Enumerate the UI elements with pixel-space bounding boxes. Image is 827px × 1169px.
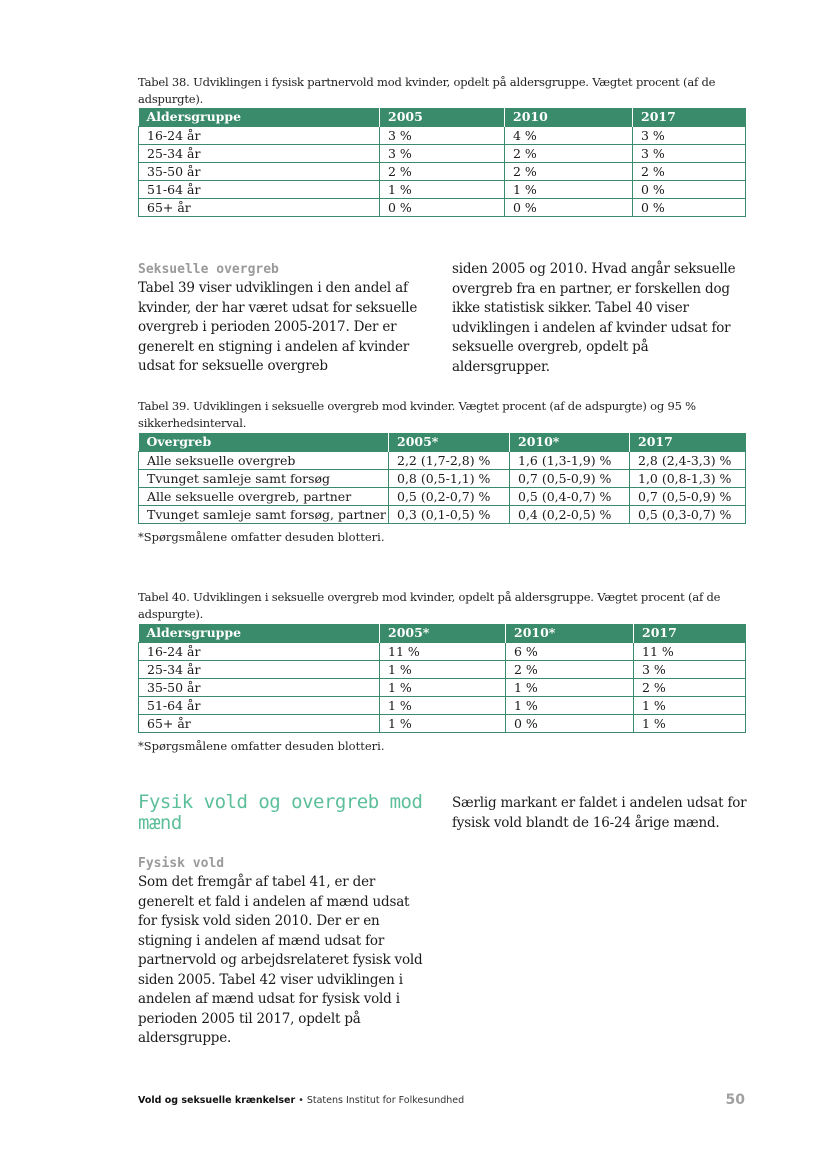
table-row — [139, 452, 746, 470]
table-cell: 1 % — [380, 661, 506, 679]
table-row — [139, 661, 746, 679]
table-cell: 65+ år — [139, 199, 380, 217]
table40-caption: Tabel 40. Udviklingen i seksuelle overgreb mod kvinder, opdelt på aldersgruppe. Vægtet procent (af de adspurgte). — [138, 590, 721, 621]
table-cell: 1 % — [506, 697, 634, 715]
table-row — [139, 145, 746, 163]
table-cell: Tvunget samleje samt forsøg — [139, 470, 389, 488]
table-cell: 1 % — [380, 697, 506, 715]
table38-caption: Tabel 38. Udviklingen i fysisk partnervold mod kvinder, opdelt på aldersgruppe. Vægtet procent (af de adspurgte). — [138, 75, 716, 106]
table-cell: 1 % — [634, 715, 746, 733]
table-cell: 1 % — [380, 181, 505, 199]
table40-header-cell: Aldersgruppe — [139, 624, 380, 643]
table-cell: 0 % — [506, 715, 634, 733]
table-row — [139, 127, 746, 145]
table-cell: 65+ år — [139, 715, 380, 733]
table38-header-cell: Aldersgruppe — [139, 108, 380, 127]
table-cell: 51-64 år — [139, 181, 380, 199]
table-row — [139, 488, 746, 506]
table-cell: 0 % — [505, 199, 633, 217]
table-cell: 1,0 (0,8-1,3) % — [630, 470, 746, 488]
table38-header-cell: 2017 — [633, 108, 746, 127]
table-row — [139, 470, 746, 488]
table-row — [139, 715, 746, 733]
table-cell: 0 % — [633, 181, 746, 199]
table40-header-cell: 2017 — [634, 624, 746, 643]
table40-header-row — [139, 624, 746, 643]
table-cell: 0 % — [380, 199, 505, 217]
table-row — [139, 697, 746, 715]
body-text-col2: Særlig markant er faldet i andelen udsat for fysisk vold blandt de 16-24 årige mænd. — [452, 795, 747, 831]
table-cell: 2,8 (2,4-3,3) % — [630, 452, 746, 470]
table-cell: 4 % — [505, 127, 633, 145]
table-cell: Alle seksuelle overgreb — [139, 452, 389, 470]
table40-note: *Spørgsmålene omfatter desuden blotteri. — [138, 739, 385, 753]
table-row — [139, 506, 746, 524]
table-row — [139, 163, 746, 181]
table38-header-row — [139, 108, 746, 127]
table-cell: 2,2 (1,7-2,8) % — [389, 452, 510, 470]
table-cell: 35-50 år — [139, 679, 380, 697]
table39-header-cell: 2017 — [630, 433, 746, 452]
table-cell: 1 % — [634, 697, 746, 715]
table-cell: 0 % — [633, 199, 746, 217]
body-text-col1: Tabel 39 viser udviklingen i den andel af kvinder, der har været udsat for seksuelle overgreb i perioden 2005-2017. Der er generelt en stigning i andelen af kvinder udsat for seksuelle overgreb — [138, 280, 418, 374]
table-cell: 0,3 (0,1-0,5) % — [389, 506, 510, 524]
table38-header-cell: 2010 — [505, 108, 633, 127]
table40 — [138, 624, 746, 733]
table-cell: 1,6 (1,3-1,9) % — [510, 452, 630, 470]
section-subheading: Fysisk vold — [138, 856, 225, 871]
table-cell: 3 % — [633, 127, 746, 145]
table-row — [139, 643, 746, 661]
table-cell: 1 % — [506, 679, 634, 697]
table-cell: 16-24 år — [139, 643, 380, 661]
table-cell: 2 % — [380, 163, 505, 181]
table-cell: 0,8 (0,5-1,1) % — [389, 470, 510, 488]
table-cell: 3 % — [380, 145, 505, 163]
footer-separator: • — [295, 1095, 307, 1106]
footer-publisher: Statens Institut for Folkesundhed — [306, 1095, 465, 1106]
table39-caption: Tabel 39. Udviklingen i seksuelle overgreb mod kvinder. Vægtet procent (af de adspurgte) og 95 % sikkerhedsinterval. — [138, 399, 696, 430]
table-cell: 2 % — [634, 679, 746, 697]
table-cell: Tvunget samleje samt forsøg, partner — [139, 506, 389, 524]
table-cell: 2 % — [505, 145, 633, 163]
section-heading: Fysik vold og overgreb mod mænd — [138, 791, 423, 834]
table-cell: 3 % — [634, 661, 746, 679]
table-cell: 11 % — [634, 643, 746, 661]
table-cell: 16-24 år — [139, 127, 380, 145]
table-cell: 51-64 år — [139, 697, 380, 715]
table40-header-cell: 2010* — [506, 624, 634, 643]
table-row — [139, 181, 746, 199]
table-cell: 0,7 (0,5-0,9) % — [510, 470, 630, 488]
table-cell: 0,5 (0,3-0,7) % — [630, 506, 746, 524]
table-cell: 25-34 år — [139, 145, 380, 163]
table38 — [138, 108, 746, 217]
table-cell: 1 % — [380, 715, 506, 733]
table39-header-cell: Overgreb — [139, 433, 389, 452]
table-cell: 2 % — [633, 163, 746, 181]
table39-note: *Spørgsmålene omfatter desuden blotteri. — [138, 530, 385, 544]
table-cell: 11 % — [380, 643, 506, 661]
table-cell: Alle seksuelle overgreb, partner — [139, 488, 389, 506]
page-number: 50 — [725, 1092, 745, 1108]
table-cell: 1 % — [505, 181, 633, 199]
table-cell: 0,5 (0,4-0,7) % — [510, 488, 630, 506]
table-row — [139, 199, 746, 217]
table-cell: 0,4 (0,2-0,5) % — [510, 506, 630, 524]
table39-header-cell: 2005* — [389, 433, 510, 452]
table-cell: 3 % — [633, 145, 746, 163]
table-cell: 25-34 år — [139, 661, 380, 679]
table-cell: 6 % — [506, 643, 634, 661]
table-cell: 2 % — [506, 661, 634, 679]
table40-header-cell: 2005* — [380, 624, 506, 643]
table-cell: 35-50 år — [139, 163, 380, 181]
table-cell: 2 % — [505, 163, 633, 181]
table39-header-cell: 2010* — [510, 433, 630, 452]
table39 — [138, 433, 746, 524]
footer-title: Vold og seksuelle krænkelser — [138, 1095, 296, 1106]
body-text-col2: siden 2005 og 2010. Hvad angår seksuelle overgreb fra en partner, er forskellen dog ikke statistisk sikker. Tabel 40 viser udviklingen i andelen af kvinder udsat for seksuelle overgreb, opdelt på aldersgrupper. — [452, 261, 736, 375]
body-text-col1: Som det fremgår af tabel 41, er der generelt et fald i andelen af mænd udsat for fysisk vold siden 2010. Der er en stigning i andelen af mænd udsat for partnervold og arbejdsrelateret fysisk vold siden 2005. Tabel 42 viser udviklingen i andelen af mænd udsat for fysisk vold i perioden 2005 til 2017, opdelt på aldersgruppe. — [138, 874, 423, 1046]
table-cell: 1 % — [380, 679, 506, 697]
table-cell: 0,5 (0,2-0,7) % — [389, 488, 510, 506]
section-subheading: Seksuelle overgreb — [138, 262, 279, 277]
page-footer — [138, 1095, 464, 1106]
table-cell: 0,7 (0,5-0,9) % — [630, 488, 746, 506]
table39-header-row — [139, 433, 746, 452]
table38-header-cell: 2005 — [380, 108, 505, 127]
table-row — [139, 679, 746, 697]
table-cell: 3 % — [380, 127, 505, 145]
